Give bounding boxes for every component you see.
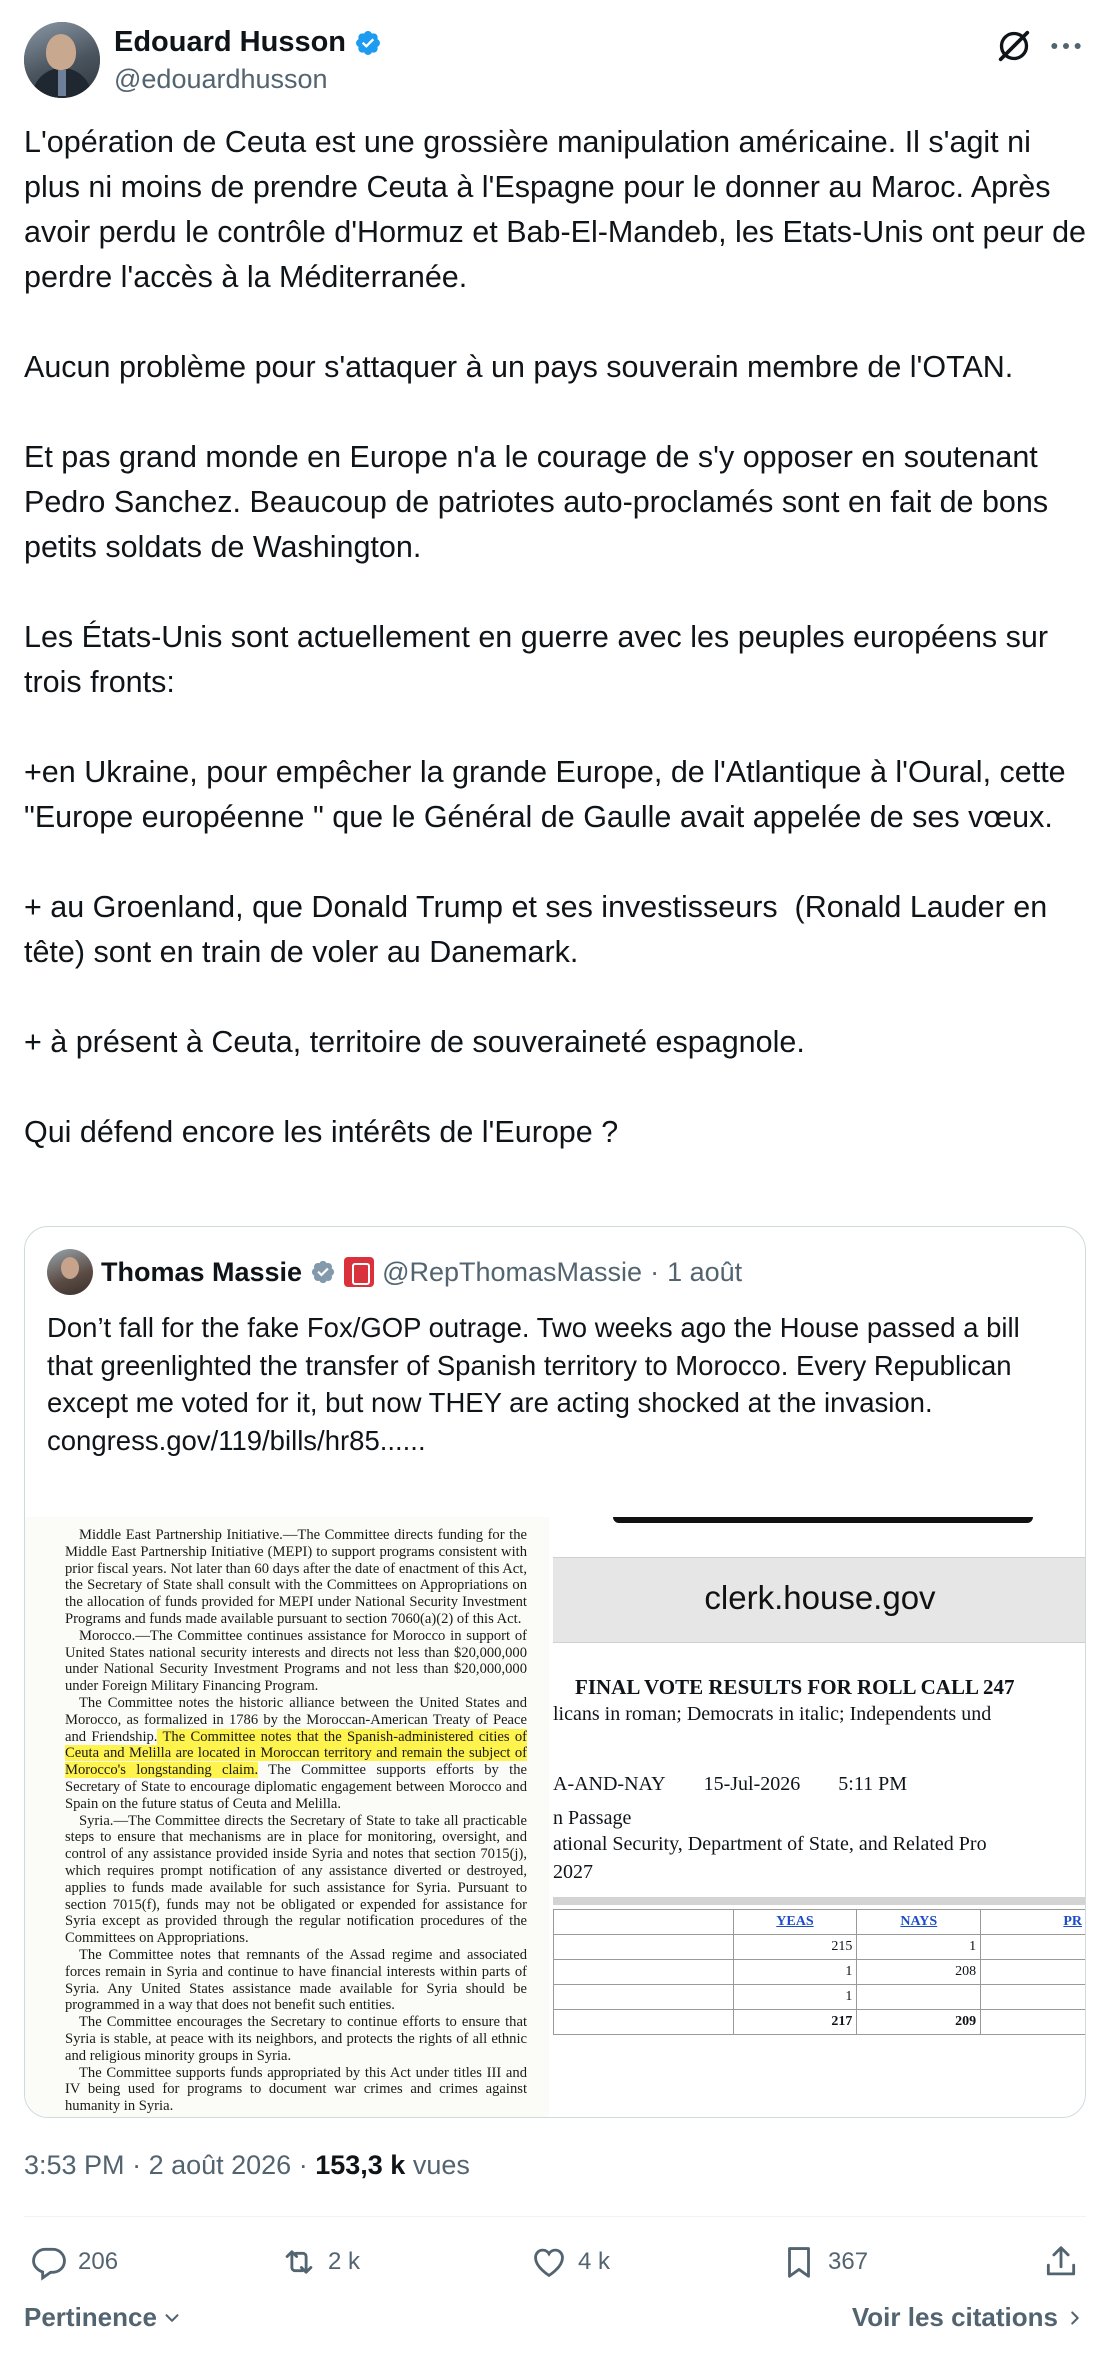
bookmark-count: 367: [828, 2248, 869, 2275]
document-paragraph: Middle East Partnership Initiative.—The Committee directs funding for the Middle East Partnership Initiative (MEPI) to support programs consistent with prior fiscal years. Not later than 60 days after the date of enactment of this Act, the Secretary of State shall consult with the Committees on Appropriations on the allocation of funds provided for MEPI under National Security Investment Programs and funds made available pursuant to section 7060(a)(2) of this Act.: [65, 1527, 527, 1627]
table-row: [554, 1935, 1087, 1960]
tweet-paragraph: Qui défend encore les intérêts de l'Europe ?: [24, 1115, 619, 1149]
document-sentence: The Committee notes the historic alliance between the United States and Morocco, as formalized in 1786 by the Moroccan-American Treaty of Peace and Friendship.: [65, 1694, 527, 1745]
like-button[interactable]: [530, 2232, 610, 2292]
quoted-text: Don’t fall for the fake Fox/GOP outrage. Two weeks ago the House passed a bill that greenlighted the transfer of Spanish territory to Morocco. Every Republican except me voted for it, but now THEY are acting shocked at the invasion.: [47, 1312, 1028, 1418]
table-row: [554, 1910, 1087, 1935]
quoted-separator: ·: [650, 1256, 660, 1287]
view-quotes-label: Voir les citations: [851, 2302, 1058, 2332]
document-sentence: The Committee supports efforts by the Secretary of State to encourage diplomatic engagement between Morocco and Spain on the future status of Ceuta and Melilla.: [65, 1762, 527, 1812]
grok-icon[interactable]: [994, 26, 1034, 66]
table-row: [554, 1960, 1087, 1985]
bookmark-button[interactable]: [780, 2232, 868, 2292]
author-display-name[interactable]: Edouard Husson: [114, 26, 347, 58]
cell-yeas: 215: [733, 1935, 857, 1960]
repost-count: 2 k: [328, 2248, 361, 2275]
view-quotes-link[interactable]: [852, 2302, 1086, 2333]
share-button[interactable]: [1042, 2232, 1080, 2292]
heart-icon: [530, 2243, 568, 2281]
document-highlight: The Committee notes that the Spanish-administered cities of Ceuta and Melilla are located in Moroccan territory and remain the subject of Morocco's longstanding claim.: [65, 1728, 527, 1779]
vote-time: 5:11 PM: [838, 1773, 907, 1795]
tweet-paragraph: Et pas grand monde en Europe n'a le courage de s'y opposer en soutenant Pedro Sanchez. Beaucoup de patriotes auto-proclamés sont en fait de bons petits soldats de Washington.: [24, 440, 1057, 564]
table-row: [554, 1985, 1087, 2010]
verified-badge-icon: [354, 29, 382, 57]
tweet-paragraph: + au Groenland, que Donald Trump et ses investisseurs (Ronald Lauder en tête) sont en train de voler au Danemark.: [24, 890, 1056, 969]
verified-badge-icon: [310, 1259, 336, 1285]
like-count: 4 k: [578, 2248, 611, 2275]
tweet-header: [24, 22, 1086, 102]
quoted-handle[interactable]: @RepThomasMassie: [382, 1256, 643, 1287]
col-nays: NAYS: [857, 1910, 981, 1935]
quoted-link[interactable]: congress.gov/119/bills/hr85......: [47, 1424, 426, 1456]
tweet-paragraph: Aucun problème pour s'attaquer à un pays souverain membre de l'OTAN.: [24, 350, 1014, 384]
author-handle[interactable]: @edouardhusson: [114, 64, 328, 94]
quoted-date[interactable]: 1 août: [667, 1256, 743, 1287]
cell-nays: [857, 1985, 981, 2010]
vote-title: FINAL VOTE RESULTS FOR ROLL CALL 247: [575, 1675, 1015, 1699]
sort-dropdown[interactable]: [24, 2302, 183, 2333]
cell-nays-total: 209: [857, 2010, 981, 2035]
quoted-tweet-text: [47, 1309, 1067, 1459]
tweet-paragraph: +en Ukraine, pour empêcher la grande Europe, de l'Atlantique à l'Oural, cette "Europe européenne " que le Général de Gaulle avait appelée de ses vœux.: [24, 755, 1075, 834]
reply-count: 206: [78, 2248, 119, 2275]
vote-info-row: [553, 1773, 945, 1796]
col-pr: PR: [981, 1910, 1086, 1935]
tweet-text: [24, 120, 1095, 1155]
address-bar-domain: clerk.house.gov: [704, 1579, 936, 1616]
vote-type: A-AND-NAY: [553, 1773, 666, 1795]
vote-subtitle: licans in roman; Democrats in italic; Independents und: [553, 1703, 992, 1725]
document-paragraph: Syria.—The Committee directs the Secretary of State to take all practicable steps to ensure that mechanisms are in place for monitoring, oversight, and control of any assistance provided inside Syria and notes that section 7015(j), which requires prompt notification of any assistance diverted or destroyed, applies to funds made available for such assistance for Syria. Pursuant to section 7015(f), funds may not be obligated or expended for assistance for Syria except as provided through the regular notification procedures of the Committees on Appropriations.: [65, 1812, 527, 1947]
vote-question: n Passage: [553, 1807, 632, 1829]
government-affiliation-icon: [344, 1257, 374, 1287]
repost-icon: [280, 2243, 318, 2281]
document-image[interactable]: [25, 1517, 549, 2118]
vote-year: 2027: [553, 1861, 593, 1883]
replies-footer: [24, 2302, 1086, 2342]
quoted-avatar[interactable]: [47, 1249, 93, 1295]
share-icon: [1042, 2243, 1080, 2281]
document-paragraph: The Committee notes that remnants of the Assad regime and associated forces remain in Syria and continue to have financial interests within parts of Syria. Any United States assistance made available for Syria should be programmed in a way that does not benefit such entities.: [65, 1946, 527, 2014]
avatar[interactable]: [24, 22, 100, 98]
cell-yeas-total: 217: [733, 2010, 857, 2035]
views-count: 153,3 k: [315, 2150, 406, 2180]
cell-yeas: 1: [733, 1960, 857, 1985]
chevron-down-icon: [161, 2307, 183, 2329]
cell-nays: 1: [857, 1935, 981, 1960]
chevron-right-icon: [1064, 2307, 1086, 2329]
action-bar: [24, 2232, 1086, 2292]
tweet-meta: 3:53 PM · 2 août 2026 · 153,3 k vues: [24, 2150, 470, 2180]
tweet-paragraph: Les États-Unis sont actuellement en guerre avec les peuples européens sur trois fronts:: [24, 620, 1057, 699]
vote-table: [553, 1909, 1086, 2035]
quoted-media[interactable]: [25, 1517, 1086, 2118]
document-paragraph: [65, 1695, 527, 1813]
views-label: vues: [412, 2150, 470, 2180]
vote-date: 15-Jul-2026: [703, 1773, 801, 1795]
phone-notch: [613, 1517, 1033, 1523]
document-paragraph: Morocco.—The Committee continues assistance for Morocco in support of United States national security interests and directs not less than $20,000,000 under National Security Investment Programs and not less than $20,000,000 under Foreign Military Financing Program.: [65, 1627, 527, 1695]
bookmark-icon: [780, 2243, 818, 2281]
author-name-row: [114, 26, 382, 59]
tweet-time[interactable]: 3:53 PM: [24, 2150, 125, 2180]
document-paragraph: The Committee supports funds appropriated by this Act under titles III and IV being used for programs to document war crimes and crimes against humanity in Syria.: [65, 2064, 527, 2115]
vote-results-image[interactable]: [553, 1517, 1086, 2118]
cell-yeas: 1: [733, 1985, 857, 2010]
table-row: [554, 2010, 1087, 2035]
divider: [24, 2216, 1086, 2217]
vote-bill: ational Security, Department of State, and Related Pro: [553, 1833, 987, 1855]
tweet-paragraph: + à présent à Ceuta, territoire de souveraineté espagnole.: [24, 1025, 805, 1059]
cell-nays: 208: [857, 1960, 981, 1985]
reply-button[interactable]: [30, 2232, 118, 2292]
col-yeas: YEAS: [733, 1910, 857, 1935]
tweet-date[interactable]: 2 août 2026: [148, 2150, 292, 2180]
quoted-tweet-header: [47, 1249, 742, 1295]
repost-button[interactable]: [280, 2232, 360, 2292]
quoted-tweet[interactable]: [24, 1226, 1086, 2118]
quoted-display-name[interactable]: Thomas Massie: [101, 1256, 303, 1287]
tweet-paragraph: L'opération de Ceuta est une grossière manipulation américaine. Il s'agit ni plus ni moins de prendre Ceuta à l'Espagne pour le donner au Maroc. Après avoir perdu le contrôle d'Hormuz et Bab-El-Mandeb, les Etats-Unis ont peur de perdre l'accès à la Méditerranée.: [24, 125, 1095, 294]
sort-label: Pertinence: [24, 2302, 157, 2332]
table-separator: [553, 1897, 1086, 1905]
more-options-icon[interactable]: [1046, 26, 1086, 66]
document-paragraph: The Committee encourages the Secretary to continue efforts to ensure that Syria is stable, at peace with its neighbors, and protects the rights of all ethnic and religious minority groups in Syria.: [65, 2014, 527, 2064]
reply-icon: [30, 2243, 68, 2281]
